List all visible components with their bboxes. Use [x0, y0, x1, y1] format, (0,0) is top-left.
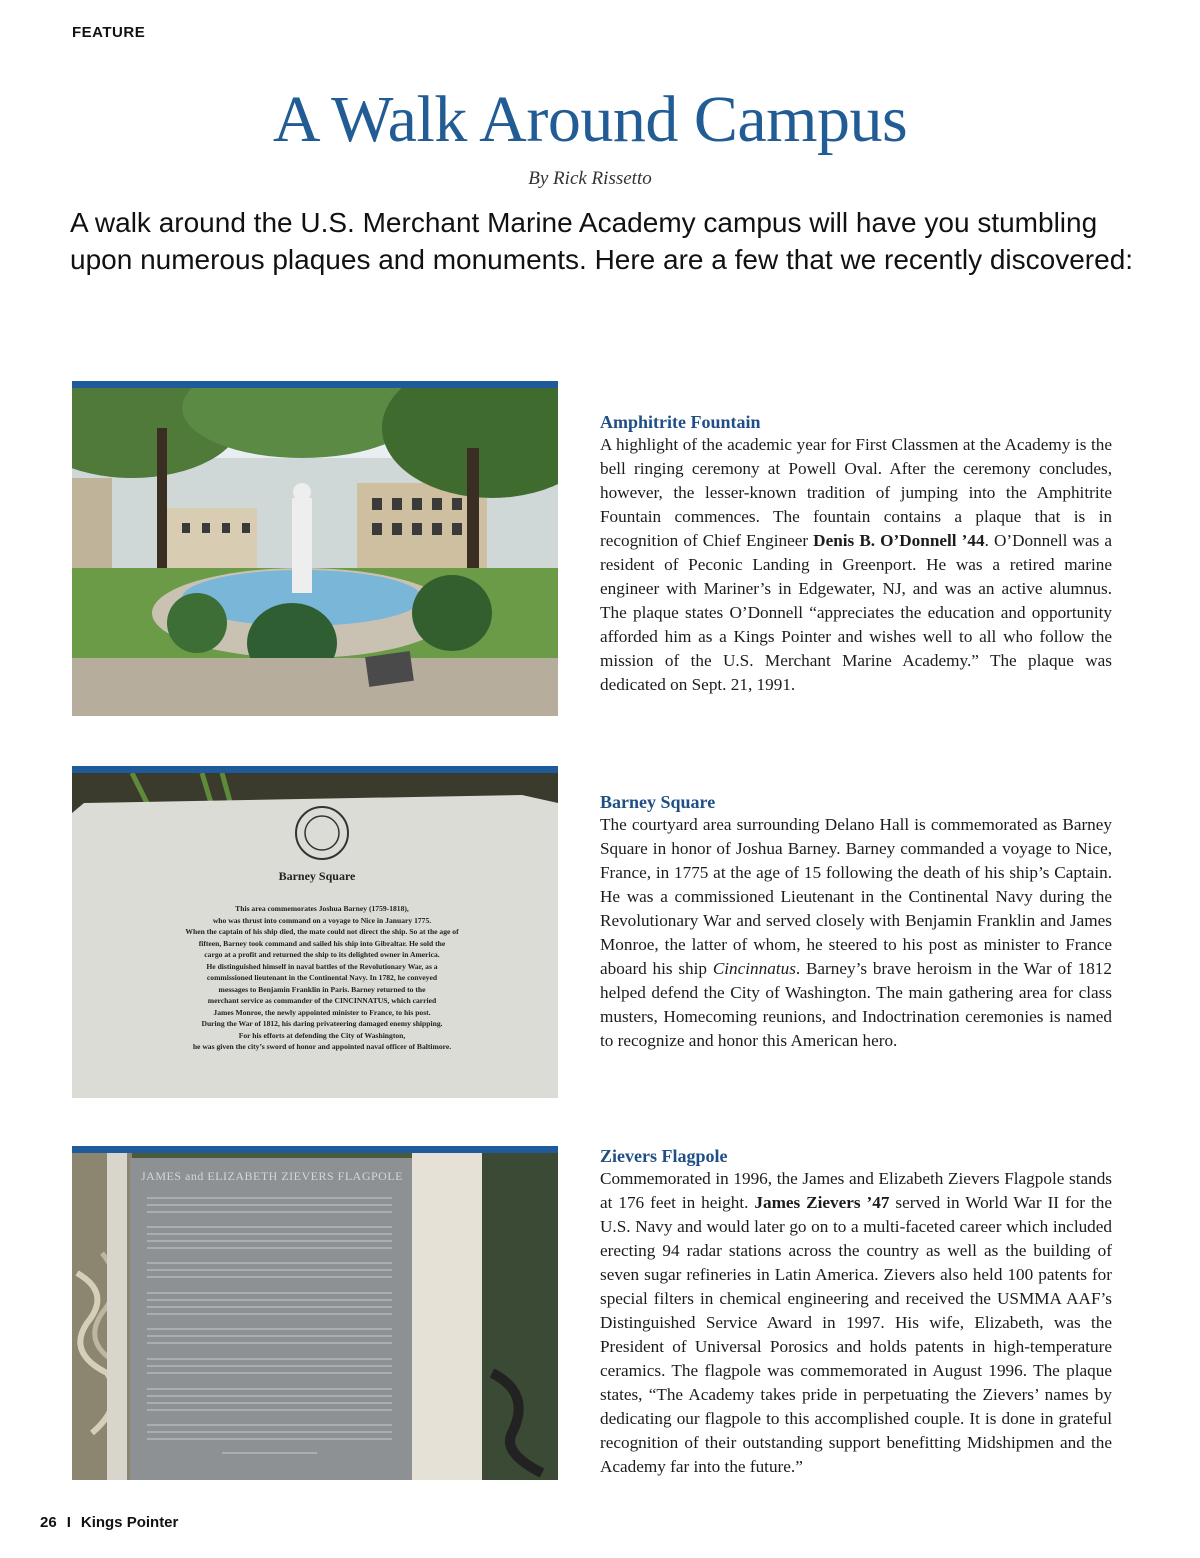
footer-separator: I [66, 1514, 71, 1531]
alumnus-name: James Zievers ’47 [754, 1193, 890, 1212]
plaque-line: He distinguished himself in naval battles of the Revolutionary War, as a [206, 961, 438, 971]
fountain-photo-frame [72, 381, 558, 716]
plaque-body [102, 903, 542, 1053]
article-intro: A walk around the U.S. Merchant Marine Academy campus will have you stumbling upon numerous plaques and monuments. Here are a few that we recently discovered: [70, 207, 1134, 275]
plaque-line: fifteen, Barney took command and sailed his ship into Gibraltar. He sold the [198, 938, 446, 948]
article-byline: By Rick Rissetto [528, 168, 652, 189]
section-body: The courtyard area surrounding Delano Hall is commemorated as Barney Square in honor of Joshua Barney. Barney commanded a voyage to Nice, France, in 1775 at the age of 15 following the death of his ship’s Captain. He was a commissioned Lieutenant in the Continental Navy during the Revolutionary War and served closely with Benjamin Franklin and James Monroe, the latter of whom, he steered to his post as minister to France aboard his ship Cincinnatus. Barney’s brave heroism in the War of 1812 helped defend the City of Washington. The main gathering area for class musters, Homecoming reunions, and Indoctrination ceremonies is named to recognize and honor this American hero. [600, 815, 1112, 1050]
page-footer [40, 1514, 178, 1531]
plaque-line: commissioned lieutenant in the Continental Navy. In 1782, he conveyed [206, 973, 438, 982]
fountain-illustration [72, 388, 558, 716]
plaque-title: Barney Square [278, 869, 356, 883]
barney-photo-frame [72, 766, 558, 1098]
plaque-line: This area commemorates Joshua Barney (1759-1818), [235, 904, 409, 913]
flagpole-illustration [72, 1153, 558, 1480]
plaque-line: cargo at a profit and returned the ship to its delighted owner in America. [204, 950, 440, 959]
publication-name: Kings Pointer [80, 1514, 179, 1531]
zievers-photo-frame [72, 1146, 558, 1480]
fountain-photo [72, 388, 558, 716]
section-heading: Amphitrite Fountain [600, 412, 761, 432]
section-heading: Barney Square [600, 792, 716, 812]
zievers-plaque-title: JAMES and ELIZABETH ZIEVERS FLAGPOLE [141, 1169, 403, 1183]
plaque-line: For his efforts at defending the City of Washington, [238, 1030, 406, 1040]
zievers-plaque-photo [72, 1153, 558, 1480]
section-body: Commemorated in 1996, the James and Elizabeth Zievers Flagpole stands at 176 feet in height. James Zievers ’47 served in World War II for the U.S. Navy and would later go on to a multi-faceted career which included erecting 94 radar stations across the country as well as the building of seven sugar refineries in Latin America. Zievers also held 100 patents for special filters in chemical engineering and received the USMMA AAF’s Distinguished Service Award in 1997. His wife, Elizabeth, was the President of Universal Porosics and holds patents in high-temperature ceramics. The flagpole was commemorated in August 1996. The plaque states, “The Academy takes pride in perpetuating the Zievers’ names by dedicating our flagpole to this accomplished couple. It is done in grateful recognition of their outstanding support benefitting Midshipmen and the Academy far into the future.” [600, 1169, 1112, 1476]
plaque-line: During the War of 1812, his daring privateering damaged enemy shipping. [201, 1019, 443, 1028]
page-number: 26 [40, 1514, 57, 1531]
ship-name: Cincinnatus [712, 959, 796, 978]
plaque-line: When the captain of his ship died, the mate could not direct the ship. So at the age of [185, 927, 459, 936]
section-barney-square [600, 791, 1112, 1053]
plaque-line: James Monroe, the newly appointed minister to France, to his post. [213, 1007, 431, 1017]
section-body: A highlight of the academic year for First Classmen at the Academy is the bell ringing ceremony at Powell Oval. After the ceremony concludes, however, the lesser-known tradition of jumping into the Amphitrite Fountain commences. The fountain contains a plaque that is in recognition of Chief Engineer Denis B. O’Donnell ’44. O’Donnell was a resident of Peconic Landing in Greenport. He was a retired marine engineer with Mariner’s in Edgewater, NJ, and was an active alumnus. The plaque states O’Donnell “appreciates the education and opportunity afforded him as a Kings Pointer and wishes well to all who follow the mission of the U.S. Merchant Marine Academy.” The plaque was dedicated on Sept. 21, 1991. [600, 435, 1112, 694]
section-label: FEATURE [72, 24, 146, 41]
plaque-line: merchant service as commander of the CINCINNATUS, which carried [207, 996, 437, 1005]
section-zievers-flagpole [600, 1145, 1112, 1479]
barney-plaque-photo [72, 773, 558, 1098]
section-amphitrite-fountain [600, 411, 1112, 697]
section-heading: Zievers Flagpole [600, 1146, 728, 1166]
alumnus-name: Denis B. O’Donnell ’44 [813, 531, 985, 550]
article-title: A Walk Around Campus [272, 83, 908, 156]
plaque-line: messages to Benjamin Franklin in Paris. Barney returned to the [218, 984, 426, 994]
plaque-line: he was given the city’s sword of honor and appointed naval officer of Baltimore. [192, 1042, 452, 1051]
plaque-line: who was thrust into command on a voyage to Nice in January 1775. [212, 915, 432, 925]
